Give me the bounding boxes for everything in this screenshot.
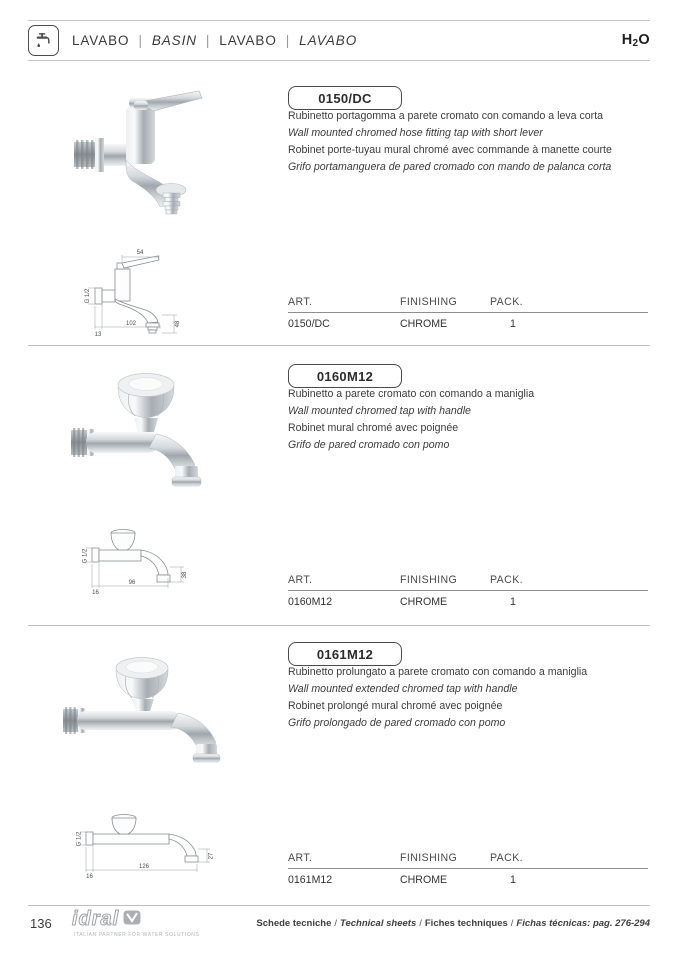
technical-drawing [76,806,216,885]
separator: | [205,33,211,48]
footer-ref-fr: Fiches techniques [424,918,508,929]
description-en: Wall mounted chromed hose fitting tap with short lever [288,127,543,139]
dim-length: 126 [138,864,150,870]
spec-table [288,574,648,608]
col-header-pack: PACK. [490,574,524,586]
cell-pack: 1 [510,874,516,886]
page-header [28,20,650,61]
cell-art: 0150/DC [288,318,330,330]
product-code: 0160M12 [316,368,374,384]
dim-thread: G 1/2 [85,288,91,304]
product-photo [70,86,215,221]
table-row [288,869,648,886]
col-header-pack: PACK. [490,852,524,864]
spec-table [288,296,648,330]
page-number: 136 [30,916,52,931]
footer-ref-it: Schede tecniche [256,918,332,929]
cell-art: 0160M12 [288,596,333,608]
cell-finishing: CHROME [400,318,448,330]
dim-thread: G 1/2 [82,548,89,564]
cell-pack: 1 [510,318,516,330]
brand-logo [72,908,199,938]
table-header-row [288,296,648,313]
dim-top: 54 [136,250,144,256]
product-code-badge [288,364,402,388]
col-header-finishing: FINISHING [400,574,458,586]
description-es: Grifo prolongado de pared cromado con pomo [288,717,506,729]
separator: | [285,33,291,48]
footer-reference: Schede tecniche / Technical sheets / Fiches techniques / Fichas técnicas: pag. 276-294 [256,918,650,929]
dim-wall: 13 [94,332,102,338]
brand-tagline: ITALIAN PARTNER FOR WATER SOLUTIONS [74,932,200,938]
cell-finishing: CHROME [400,874,448,886]
col-header-pack: PACK. [490,296,524,308]
category-label-fr: LAVABO [219,33,277,48]
product-code: 0150/DC [318,90,372,106]
cell-pack: 1 [510,596,516,608]
dim-length: 102 [125,321,137,327]
product-descriptions [288,664,650,732]
product-section-0161m12 [0,625,678,905]
dim-length: 96 [128,580,136,586]
footer-ref-es: Fichas técnicas: pag. 276-294 [516,918,650,929]
col-header-art: ART. [288,852,313,864]
col-header-art: ART. [288,296,313,308]
table-header-row [288,852,648,869]
spec-table [288,852,648,886]
cell-art: 0161M12 [288,874,333,886]
description-it: Rubinetto prolungato a parete cromato con comando a maniglia [288,666,588,678]
product-code-badge [288,86,402,110]
footer-divider [28,905,650,906]
dim-wall: 16 [86,874,93,880]
category-breadcrumb [72,33,357,48]
technical-drawing [80,518,192,601]
product-descriptions [288,108,650,176]
dim-side: 48 [175,320,181,328]
product-code-badge [288,642,402,666]
table-row [288,313,648,330]
idral-emblem-icon [123,910,141,930]
description-fr: Robinet mural chromé avec poignée [288,422,459,434]
table-row [288,591,648,608]
product-photo [66,360,216,500]
description-it: Rubinetto portagomma a parete cromato con comando a leva corta [288,110,604,122]
col-header-finishing: FINISHING [400,852,458,864]
product-section-0160m12 [0,345,678,625]
description-es: Grifo de pared cromado con pomo [288,439,450,451]
col-header-art: ART. [288,574,313,586]
category-label-it: LAVABO [72,33,130,48]
separator: | [138,33,143,48]
brand-logo-text: idral [72,908,120,930]
dim-side: 27 [208,852,215,860]
description-en: Wall mounted extended chromed tap with handle [288,683,518,695]
product-code: 0161M12 [316,646,374,662]
table-header-row [288,574,648,591]
product-photo [60,648,235,781]
product-descriptions [288,386,650,454]
technical-drawing [82,243,197,343]
description-en: Wall mounted chromed tap with handle [288,405,471,417]
category-label-en: BASIN [151,33,197,48]
product-section-0150dc [0,61,678,345]
description-es: Grifo portamanguera de pared cromado con mando de palanca corta [288,161,612,173]
cell-finishing: CHROME [400,596,448,608]
description-fr: Robinet porte-tuyau mural chromé avec commande à manette courte [288,144,612,156]
tap-drop-icon [28,25,59,56]
h2o-mark: $H_2O$ [621,32,650,49]
dim-wall: 16 [92,590,99,596]
description-it: Rubinetto a parete cromato con comando a maniglia [288,388,535,400]
category-label-es: LAVABO [299,33,358,48]
dim-side: 38 [182,571,188,579]
description-fr: Robinet prolongé mural chromé avec poignée [288,700,503,712]
dim-thread: G 1/2 [76,831,83,847]
footer-ref-en: Technical sheets [340,918,417,929]
col-header-finishing: FINISHING [400,296,458,308]
